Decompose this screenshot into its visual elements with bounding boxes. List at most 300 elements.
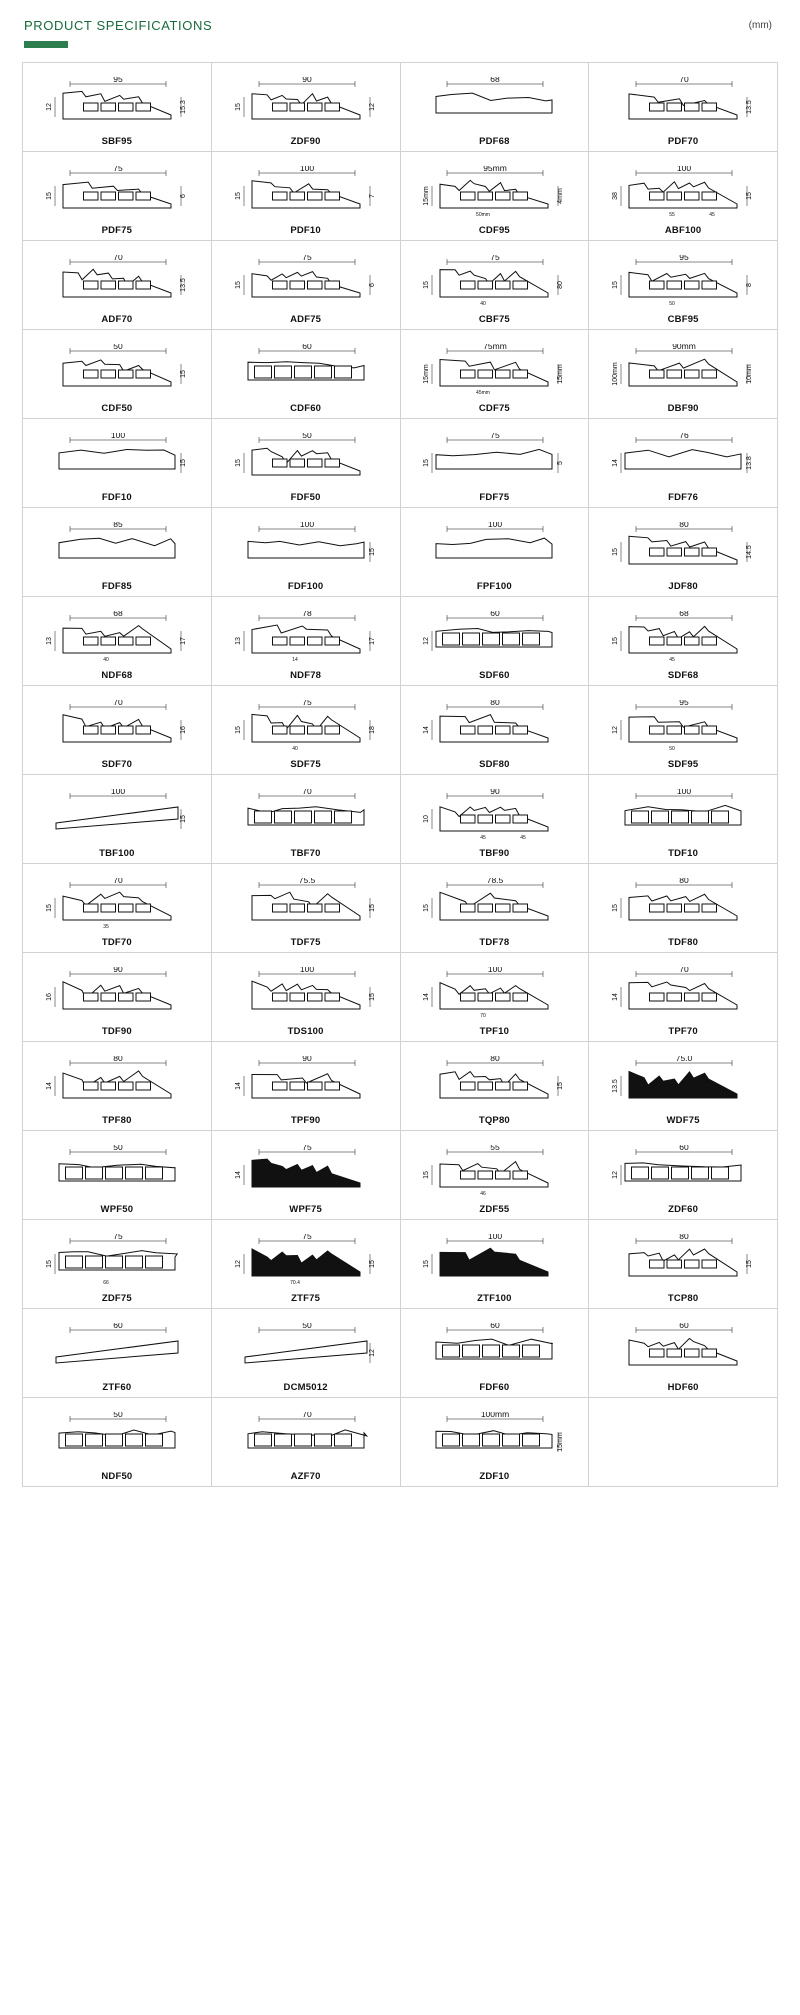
svg-text:68: 68 [679,610,689,618]
profile-diagram-tdf80 [589,870,777,938]
svg-text:100mm: 100mm [612,362,620,386]
profile-diagram-sdf70 [23,692,211,760]
spec-cell-fdf100[interactable] [212,508,401,597]
svg-text:15mm: 15mm [557,364,565,384]
product-code: JDF80 [668,580,698,592]
spec-cell-adf75[interactable] [212,241,401,330]
svg-text:15.3: 15.3 [179,99,187,114]
svg-text:85: 85 [113,521,123,529]
svg-text:15: 15 [423,903,431,912]
profile-diagram-fdf76 [589,425,777,493]
svg-text:100mm: 100mm [481,1411,510,1419]
svg-text:80: 80 [490,699,501,707]
spec-cell-abf100[interactable] [589,152,778,241]
svg-text:38: 38 [612,191,620,200]
profile-diagram-tbf100 [23,781,211,849]
svg-text:16: 16 [179,725,187,734]
svg-text:15: 15 [368,992,376,1001]
svg-text:45: 45 [480,834,487,841]
title-underline [24,41,68,48]
svg-text:60: 60 [679,1144,689,1152]
product-code: ZDF60 [668,1203,699,1215]
profile-diagram-sdf80 [401,692,589,760]
svg-text:14: 14 [612,992,620,1001]
svg-text:15: 15 [368,547,376,556]
profile-diagram-sdf75 [212,692,400,760]
product-code: WPF75 [289,1203,322,1215]
svg-text:50mm: 50mm [476,211,491,218]
svg-text:45: 45 [669,656,675,663]
svg-text:13: 13 [234,636,242,645]
svg-text:15: 15 [234,102,242,111]
svg-text:12: 12 [234,1259,242,1268]
svg-text:70: 70 [113,254,123,262]
product-code: TPF80 [102,1114,132,1126]
svg-text:15mm: 15mm [423,186,431,206]
product-code: ADF70 [101,313,133,325]
spec-cell-pdf75[interactable] [23,152,212,241]
profile-diagram-ztf75 [212,1226,400,1294]
svg-text:100: 100 [488,966,503,974]
profile-diagram-cdf75 [401,336,589,404]
svg-text:95: 95 [113,76,123,84]
svg-text:15mm: 15mm [423,364,431,384]
spec-cell-zdf10[interactable] [401,1398,590,1487]
product-code: SDF80 [479,758,510,770]
spec-cell-tqp80[interactable] [401,1042,590,1131]
svg-text:45: 45 [709,211,715,218]
svg-text:78.5: 78.5 [487,877,504,885]
profile-diagram-cdf50 [23,336,211,404]
svg-text:100: 100 [299,165,314,173]
spec-cell-dcm5012[interactable] [212,1309,401,1398]
spec-cell-sdf60[interactable] [401,597,590,686]
svg-text:50: 50 [113,1411,123,1419]
profile-diagram-ndf68 [23,603,211,671]
profile-diagram-zdf60 [589,1137,777,1205]
svg-text:15: 15 [45,903,53,912]
product-code: NDF50 [101,1470,133,1482]
product-code: FDF50 [290,491,321,503]
svg-text:10mm: 10mm [746,364,754,384]
product-code: TDS100 [287,1025,324,1037]
profile-diagram-tbf90 [401,781,589,849]
profile-diagram-pdf70 [589,69,777,137]
svg-text:75.0: 75.0 [675,1055,693,1063]
spec-cell-ndf68[interactable] [23,597,212,686]
svg-text:15: 15 [234,458,242,467]
svg-text:80: 80 [557,280,565,289]
profile-diagram-pdf10 [212,158,400,226]
product-code: CBF75 [478,313,510,325]
svg-text:100: 100 [488,1233,503,1241]
profile-diagram-ndf78 [212,603,400,671]
profile-diagram-ztf60 [23,1315,211,1383]
profile-diagram-sdf60 [401,603,589,671]
product-code: TCP80 [667,1292,699,1304]
spec-cell-pdf68[interactable] [401,63,590,152]
product-code: PDF70 [667,135,699,147]
svg-text:100: 100 [488,521,503,529]
product-code: TPF70 [668,1025,698,1037]
product-code: DBF90 [667,402,699,414]
profile-diagram-azf70 [212,1404,400,1472]
svg-text:15: 15 [234,725,242,734]
profile-diagram-tbf70 [212,781,400,849]
profile-diagram-sbf95 [23,69,211,137]
svg-text:55: 55 [490,1144,501,1152]
svg-text:70: 70 [113,699,123,707]
svg-text:100: 100 [299,966,314,974]
svg-text:13.5: 13.5 [746,99,754,114]
svg-text:14: 14 [291,656,298,663]
profile-diagram-dbf90 [589,336,777,404]
profile-diagram-abf100 [589,158,777,226]
product-code: DCM5012 [283,1381,328,1393]
svg-text:50: 50 [669,300,675,307]
spec-cell-tbf100[interactable] [23,775,212,864]
svg-text:100: 100 [677,788,692,796]
svg-text:15: 15 [179,458,187,467]
spec-cell-sbf95[interactable] [23,63,212,152]
spec-cell-tbf90[interactable] [401,775,590,864]
spec-cell-tdf90[interactable] [23,953,212,1042]
product-code: ZDF55 [479,1203,510,1215]
product-code: SDF75 [290,758,321,770]
profile-diagram-fdf50 [212,425,400,493]
spec-cell-jdf80[interactable] [589,508,778,597]
product-code: ADF75 [290,313,322,325]
product-code: ZDF75 [101,1292,132,1304]
profile-diagram-cbf95 [589,247,777,315]
svg-text:15: 15 [368,1259,376,1268]
profile-diagram-tcp80 [589,1226,777,1294]
svg-text:90: 90 [113,966,123,974]
spec-cell-tds100[interactable] [212,953,401,1042]
product-code: TDF80 [668,936,699,948]
spec-cell-tdf78[interactable] [401,864,590,953]
svg-text:15: 15 [612,547,620,556]
spec-cell-zdf55[interactable] [401,1131,590,1220]
profile-diagram-zdf90 [212,69,400,137]
spec-cell-cdf75[interactable] [401,330,590,419]
profile-diagram-zdf10 [401,1404,589,1472]
svg-text:95mm: 95mm [483,165,508,173]
svg-text:90: 90 [490,788,501,796]
product-code: SDF70 [101,758,133,770]
product-code: PDF75 [101,224,133,236]
spec-cell-cdf60[interactable] [212,330,401,419]
spec-cell-ndf50[interactable] [23,1398,212,1487]
svg-text:75: 75 [490,432,501,440]
product-code: CDF60 [290,402,322,414]
svg-text:15: 15 [423,1259,431,1268]
profile-diagram-adf75 [212,247,400,315]
product-code: FDF60 [479,1381,510,1393]
profile-diagram-tdf75 [212,870,400,938]
svg-text:15: 15 [557,1081,565,1090]
profile-diagram-sdf68 [589,603,777,671]
svg-text:70.4: 70.4 [289,1279,300,1286]
svg-text:45mm: 45mm [476,389,491,396]
svg-text:70: 70 [301,1411,312,1419]
spec-cell-tdf75[interactable] [212,864,401,953]
profile-diagram-cbf75 [401,247,589,315]
spec-cell-tcp80[interactable] [589,1220,778,1309]
spec-cell-fdf76[interactable] [589,419,778,508]
specification-grid [22,62,778,1487]
profile-diagram-wdf75 [589,1048,777,1116]
svg-text:12: 12 [612,1170,620,1179]
svg-text:40: 40 [103,656,109,663]
product-code: ABF100 [664,224,702,236]
spec-cell-ztf100[interactable] [401,1220,590,1309]
spec-cell-sdf95[interactable] [589,686,778,775]
spec-cell-dbf90[interactable] [589,330,778,419]
profile-diagram-cdf95 [401,158,589,226]
svg-text:70: 70 [679,966,689,974]
spec-cell-wpf75[interactable] [212,1131,401,1220]
spec-cell-tbf70[interactable] [212,775,401,864]
svg-text:13.8: 13.8 [746,455,754,470]
svg-text:15mm: 15mm [557,1432,565,1452]
svg-text:15: 15 [746,1259,754,1268]
profile-diagram-fdf10 [23,425,211,493]
spec-cell-empty [589,1398,778,1487]
spec-cell-zdf75[interactable] [23,1220,212,1309]
page-header [0,0,800,62]
profile-diagram-pdf68 [401,69,589,137]
profile-diagram-tdf78 [401,870,589,938]
product-code: TPF10 [479,1025,510,1037]
svg-text:14: 14 [234,1170,242,1179]
svg-text:14: 14 [423,992,431,1001]
profile-diagram-zdf55 [401,1137,589,1205]
product-code: TPF90 [290,1114,321,1126]
svg-text:68: 68 [113,610,123,618]
svg-text:55: 55 [669,211,675,218]
spec-cell-tdf10[interactable] [589,775,778,864]
svg-text:50: 50 [113,1144,123,1152]
product-code: CBF95 [667,313,699,325]
product-code: NDF68 [101,669,133,681]
spec-cell-fdf85[interactable] [23,508,212,597]
product-code: CDF95 [478,224,510,236]
svg-text:80: 80 [679,521,689,529]
profile-diagram-wpf50 [23,1137,211,1205]
profile-diagram-fdf75 [401,425,589,493]
svg-text:76: 76 [679,432,689,440]
spec-cell-wdf75[interactable] [589,1042,778,1131]
svg-text:8: 8 [746,282,754,287]
svg-text:14.5: 14.5 [746,544,754,559]
spec-cell-sdf80[interactable] [401,686,590,775]
spec-cell-tpf10[interactable] [401,953,590,1042]
svg-text:15: 15 [423,1170,431,1179]
product-code: PDF10 [290,224,321,236]
product-code: SDF68 [667,669,699,681]
product-code: ZTF75 [291,1292,321,1304]
spec-cell-pdf10[interactable] [212,152,401,241]
profile-diagram-tpf90 [212,1048,400,1116]
svg-text:60: 60 [490,610,501,618]
svg-text:15: 15 [179,814,187,823]
product-code: TDF75 [290,936,321,948]
svg-text:75: 75 [301,1144,312,1152]
svg-text:80: 80 [679,877,689,885]
product-code: AZF70 [290,1470,321,1482]
svg-text:75: 75 [113,1233,123,1241]
svg-text:15: 15 [368,903,376,912]
svg-text:50: 50 [301,1322,312,1330]
svg-text:75: 75 [301,1233,312,1241]
product-code: TDF78 [479,936,510,948]
svg-text:15: 15 [234,280,242,289]
spec-cell-cdf50[interactable] [23,330,212,419]
svg-text:100: 100 [110,788,125,796]
svg-text:5: 5 [557,460,565,465]
profile-diagram-ztf100 [401,1226,589,1294]
svg-text:100: 100 [110,432,125,440]
svg-text:40: 40 [480,300,487,307]
product-code: PDF68 [479,135,510,147]
spec-cell-tpf70[interactable] [589,953,778,1042]
profile-diagram-tpf70 [589,959,777,1027]
spec-cell-cdf95[interactable] [401,152,590,241]
product-code: SDF95 [667,758,699,770]
profile-diagram-wpf75 [212,1137,400,1205]
product-code: ZTF100 [477,1292,512,1304]
spec-cell-hdf60[interactable] [589,1309,778,1398]
spec-cell-ztf60[interactable] [23,1309,212,1398]
product-code: TBF70 [290,847,321,859]
spec-cell-fdf50[interactable] [212,419,401,508]
svg-text:4mm: 4mm [557,187,565,204]
svg-text:60: 60 [490,1322,501,1330]
product-code: FDF85 [101,580,132,592]
product-code: ZDF10 [479,1470,510,1482]
svg-text:75: 75 [490,254,501,262]
product-code: TDF70 [101,936,132,948]
spec-cell-fdf10[interactable] [23,419,212,508]
profile-diagram-ndf50 [23,1404,211,1472]
svg-text:75: 75 [113,165,123,173]
svg-text:15: 15 [234,191,242,200]
svg-text:60: 60 [113,1322,123,1330]
profile-diagram-tds100 [212,959,400,1027]
svg-text:70: 70 [480,1012,487,1019]
spec-cell-cbf75[interactable] [401,241,590,330]
svg-text:45: 45 [520,834,527,841]
product-code: FDF75 [479,491,510,503]
svg-text:70: 70 [113,877,123,885]
profile-diagram-fdf60 [401,1315,589,1383]
profile-diagram-tpf80 [23,1048,211,1116]
svg-text:100: 100 [299,521,314,529]
svg-text:15: 15 [612,903,620,912]
svg-text:90: 90 [301,76,312,84]
product-code: TDF90 [101,1025,132,1037]
profile-diagram-dcm5012 [212,1315,400,1383]
profile-diagram-tqp80 [401,1048,589,1116]
spec-cell-wpf50[interactable] [23,1131,212,1220]
spec-cell-zdf60[interactable] [589,1131,778,1220]
svg-text:15: 15 [45,1259,53,1268]
svg-text:15: 15 [423,458,431,467]
product-code: WPF50 [100,1203,134,1215]
product-code: TBF100 [99,847,135,859]
svg-text:50: 50 [669,745,675,752]
svg-text:15: 15 [179,369,187,378]
spec-cell-cbf95[interactable] [589,241,778,330]
svg-text:95: 95 [679,699,689,707]
product-code: WDF75 [666,1114,700,1126]
spec-cell-tpf80[interactable] [23,1042,212,1131]
spec-cell-tpf90[interactable] [212,1042,401,1131]
svg-text:13.5: 13.5 [179,277,187,292]
spec-cell-tdf70[interactable] [23,864,212,953]
spec-cell-fpf100[interactable] [401,508,590,597]
profile-diagram-fdf100 [212,514,400,582]
svg-text:75: 75 [301,254,312,262]
spec-cell-pdf70[interactable] [589,63,778,152]
spec-cell-fdf75[interactable] [401,419,590,508]
svg-text:16: 16 [45,992,53,1001]
spec-cell-zdf90[interactable] [212,63,401,152]
unit-label: (mm) [748,20,772,31]
product-code: TQP80 [478,1114,510,1126]
spec-cell-ndf78[interactable] [212,597,401,686]
svg-text:90: 90 [301,1055,312,1063]
svg-text:12: 12 [368,1348,376,1357]
profile-diagram-fdf85 [23,514,211,582]
spec-cell-tdf80[interactable] [589,864,778,953]
svg-text:80: 80 [679,1233,689,1241]
product-code: SDF60 [479,669,510,681]
svg-text:50: 50 [301,432,312,440]
svg-text:75: 75 [301,699,312,707]
profile-diagram-jdf80 [589,514,777,582]
profile-diagram-cdf60 [212,336,400,404]
svg-text:90mm: 90mm [672,343,696,351]
product-code: ZTF60 [102,1381,132,1393]
spec-cell-sdf75[interactable] [212,686,401,775]
svg-text:46: 46 [480,1190,487,1197]
profile-diagram-tdf70 [23,870,211,938]
spec-cell-sdf68[interactable] [589,597,778,686]
svg-text:80: 80 [113,1055,123,1063]
spec-cell-azf70[interactable] [212,1398,401,1487]
product-code: ZDF90 [290,135,321,147]
spec-cell-fdf60[interactable] [401,1309,590,1398]
svg-text:14: 14 [45,1081,53,1090]
svg-text:15: 15 [423,280,431,289]
product-code: TBF90 [479,847,510,859]
svg-text:60: 60 [679,1322,689,1330]
svg-text:18: 18 [368,725,376,734]
svg-text:14: 14 [612,458,620,467]
spec-cell-adf70[interactable] [23,241,212,330]
svg-text:10: 10 [423,814,431,823]
svg-text:40: 40 [291,745,298,752]
product-code: CDF50 [101,402,133,414]
profile-diagram-pdf75 [23,158,211,226]
spec-cell-sdf70[interactable] [23,686,212,775]
spec-cell-ztf75[interactable] [212,1220,401,1309]
svg-text:12: 12 [45,102,53,111]
svg-text:6: 6 [368,282,376,287]
product-code: CDF75 [478,402,510,414]
